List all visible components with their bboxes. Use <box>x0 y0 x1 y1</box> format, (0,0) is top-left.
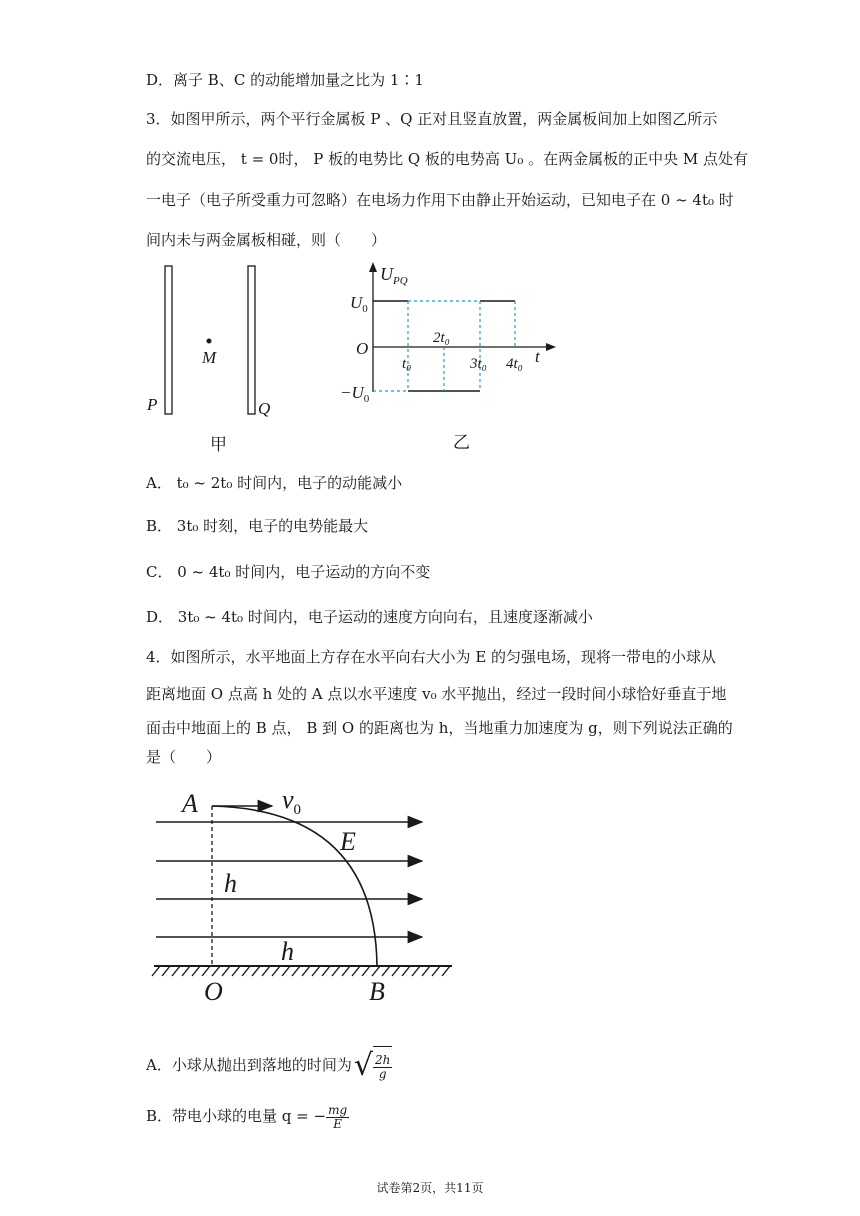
x-axis-label: t <box>535 347 540 366</box>
2t0-label: 2t₀ <box>433 330 450 346</box>
q3-stem-line-3: 一电子（电子所受重力可忽略）在电场力作用下由静止开始运动，已知电子在 0 ~ 4t₀ 时 <box>146 191 734 209</box>
q2-option-d: D．离子 B、C 的动能增加量之比为 1∶1 <box>146 71 424 89</box>
3t0-label: 3t₀ <box>470 356 487 372</box>
figure-yi-caption: 乙 <box>453 433 470 452</box>
4t0-label: 4t₀ <box>506 356 523 372</box>
q3-stem-line-2: 的交流电压， t = 0时， P 板的电势比 Q 板的电势高 U₀ 。在两金属板的正中央 M 点处有 <box>146 150 748 168</box>
q3-option-d: D． 3t₀ ~ 4t₀ 时间内，电子运动的速度方向向右，且速度逐渐减小 <box>146 608 593 626</box>
q4-option-b-fraction: $\frac{mg}{E}$ <box>328 1102 348 1131</box>
q4-figure <box>140 780 470 1012</box>
plate-q-label: Q <box>258 399 271 418</box>
y-axis-label: $U_{PQ}$ <box>380 264 408 287</box>
point-a-label: A <box>182 789 198 818</box>
neg-u0-label: $-U_0$ <box>340 383 370 405</box>
q4-option-a-fraction: $\frac{2h}{g}$ <box>374 1053 391 1081</box>
point-o-label: O <box>204 977 223 1006</box>
q3-option-b: B． 3t₀ 时刻，电子的电势能最大 <box>146 517 369 535</box>
point-m-label: M <box>202 348 217 367</box>
q3-option-c: C． 0 ~ 4t₀ 时间内，电子运动的方向不变 <box>146 563 431 581</box>
q3-figure-yi <box>330 258 570 460</box>
q4-stem-line-4: 是（ ） <box>146 748 222 766</box>
q4-stem-line-1: 4．如图所示，水平地面上方存在水平向右大小为 E 的匀强电场，现将一带电的小球从 <box>146 648 717 666</box>
q3-figure-jia <box>140 260 300 460</box>
q4-option-b-text: B．带电小球的电量 q = − <box>146 1107 327 1125</box>
figure-jia-caption: 甲 <box>210 435 227 454</box>
height-h-label: h <box>224 869 237 898</box>
q4-stem-line-3: 面击中地面上的 B 点， B 到 O 的距离也为 h，当地重力加速度为 g，则下列说法正确的 <box>146 719 733 737</box>
q4-option-a: A．小球从抛出到落地的时间为√ $\frac{2h}{g}$ <box>146 1045 392 1087</box>
v0-label: $v_0$ <box>282 785 302 818</box>
plate-p-label: P <box>147 395 158 414</box>
distance-h-label: h <box>281 937 294 966</box>
q4-stem-line-2: 距离地面 O 点高 h 处的 A 点以水平速度 v₀ 水平抛出，经过一段时间小球恰好垂直于地 <box>146 685 727 703</box>
u0-label: $U_0$ <box>350 293 368 315</box>
origin-label: O <box>356 339 369 358</box>
q3-stem-line-1: 3．如图甲所示，两个平行金属板 P 、Q 正对且竖直放置，两金属板间加上如图乙所示 <box>146 110 718 128</box>
q3-option-a: A． t₀ ~ 2t₀ 时间内，电子的动能减小 <box>146 474 403 492</box>
point-b-label: B <box>369 977 385 1006</box>
q4-option-b <box>146 1098 349 1134</box>
field-e-label: E <box>340 827 356 856</box>
q4-option-a-text: A．小球从抛出到落地的时间为 <box>146 1056 352 1074</box>
page-footer: 试卷第2页，共11页 <box>376 1181 484 1195</box>
q3-stem-line-4: 间内未与两金属板相碰，则（ ） <box>146 231 387 249</box>
t0-label: t₀ <box>402 356 412 372</box>
